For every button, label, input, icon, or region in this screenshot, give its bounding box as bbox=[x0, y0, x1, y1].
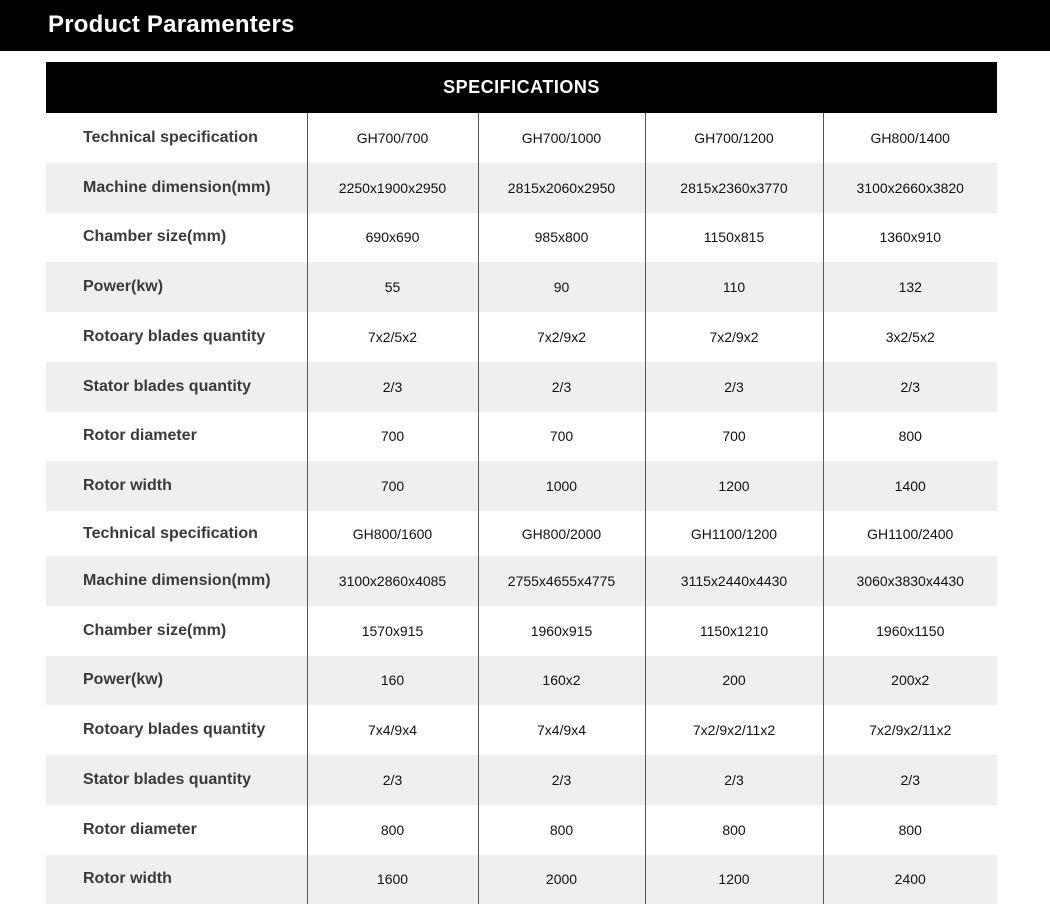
spec-value-cell: GH700/1000 bbox=[478, 113, 645, 163]
row-label: Rotor diameter bbox=[83, 820, 197, 838]
row-label: Rotoary blades quantity bbox=[83, 721, 266, 739]
spec-value-cell: 3100x2860x4085 bbox=[307, 556, 478, 606]
spec-value-cell: 1960x1150 bbox=[823, 606, 997, 656]
spec-value-cell: 985x800 bbox=[478, 213, 645, 263]
spec-value-cell: 132 bbox=[823, 262, 997, 312]
spec-value-cell: GH1100/2400 bbox=[823, 511, 997, 556]
table-row bbox=[46, 855, 997, 905]
spec-value-cell: 800 bbox=[478, 805, 645, 855]
spec-value-cell: 2815x2060x2950 bbox=[478, 163, 645, 213]
table-row bbox=[46, 461, 997, 511]
spec-value-cell: 110 bbox=[645, 262, 823, 312]
row-label: Machine dimension(mm) bbox=[46, 163, 307, 213]
spec-value-cell: GH700/1200 bbox=[645, 113, 823, 163]
spec-value-cell: 2/3 bbox=[823, 755, 997, 805]
row-label: Machine dimension(mm) bbox=[46, 556, 307, 606]
spec-value-cell: 7x4/9x4 bbox=[478, 705, 645, 755]
spec-value-cell: 800 bbox=[823, 412, 997, 462]
row-label: Rotor diameter bbox=[83, 427, 197, 445]
table-row bbox=[46, 606, 997, 656]
spec-value-cell: GH700/700 bbox=[307, 113, 478, 163]
table-row bbox=[46, 511, 997, 556]
spec-value-cell: 1150x1210 bbox=[645, 606, 823, 656]
spec-value-cell: 2/3 bbox=[823, 362, 997, 412]
spec-value-cell: 1960x915 bbox=[478, 606, 645, 656]
spec-value-cell: 55 bbox=[307, 262, 478, 312]
spec-value-cell: 1600 bbox=[307, 855, 478, 905]
row-label: Technical specification bbox=[83, 128, 258, 146]
row-label: Rotor width bbox=[46, 855, 307, 905]
spec-value-cell: 1570x915 bbox=[307, 606, 478, 656]
row-label: Rotoary blades quantity bbox=[83, 327, 266, 345]
row-label: Stator blades quantity bbox=[46, 362, 307, 412]
table-row bbox=[46, 412, 997, 462]
table-row bbox=[46, 213, 997, 263]
spec-value-cell: 90 bbox=[478, 262, 645, 312]
spec-value-cell: 700 bbox=[645, 412, 823, 462]
spec-value-cell: GH800/2000 bbox=[478, 511, 645, 556]
spec-value-cell: 2000 bbox=[478, 855, 645, 905]
table-row bbox=[46, 755, 997, 805]
table-row bbox=[46, 163, 997, 213]
table-row bbox=[46, 556, 997, 606]
table-row bbox=[46, 805, 997, 855]
spec-value-cell: 7x2/9x2/11x2 bbox=[823, 705, 997, 755]
table-row bbox=[46, 656, 997, 706]
spec-value-cell: GH800/1400 bbox=[823, 113, 997, 163]
spec-value-cell: 800 bbox=[307, 805, 478, 855]
spec-value-cell: 2400 bbox=[823, 855, 997, 905]
spec-value-cell: 2250x1900x2950 bbox=[307, 163, 478, 213]
row-label: Rotor width bbox=[46, 461, 307, 511]
spec-value-cell: 200 bbox=[645, 656, 823, 706]
row-label: Power(kw) bbox=[46, 656, 307, 706]
table-row bbox=[46, 262, 997, 312]
specifications-table bbox=[46, 113, 997, 904]
row-label: Technical specification bbox=[83, 524, 258, 542]
spec-value-cell: GH800/1600 bbox=[307, 511, 478, 556]
spec-value-cell: 160 bbox=[307, 656, 478, 706]
spec-value-cell: 2/3 bbox=[478, 755, 645, 805]
spec-value-cell: 2/3 bbox=[307, 755, 478, 805]
spec-value-cell: 1150x815 bbox=[645, 213, 823, 263]
spec-value-cell: 700 bbox=[478, 412, 645, 462]
spec-value-cell: 2/3 bbox=[645, 362, 823, 412]
spec-value-cell: 7x2/9x2/11x2 bbox=[645, 705, 823, 755]
spec-value-cell: 7x2/9x2 bbox=[645, 312, 823, 362]
spec-value-cell: 800 bbox=[823, 805, 997, 855]
spec-value-cell: 700 bbox=[307, 461, 478, 511]
spec-value-cell: 3x2/5x2 bbox=[823, 312, 997, 362]
spec-value-cell: 2815x2360x3770 bbox=[645, 163, 823, 213]
table-row bbox=[46, 113, 997, 163]
spec-value-cell: 3060x3830x4430 bbox=[823, 556, 997, 606]
row-label: Stator blades quantity bbox=[46, 755, 307, 805]
spec-value-cell: 1360x910 bbox=[823, 213, 997, 263]
spec-value-cell: 3115x2440x4430 bbox=[645, 556, 823, 606]
spec-value-cell: 2/3 bbox=[307, 362, 478, 412]
spec-value-cell: 7x2/9x2 bbox=[478, 312, 645, 362]
spec-value-cell: 160x2 bbox=[478, 656, 645, 706]
table-row bbox=[46, 362, 997, 412]
page-title: Product Paramenters bbox=[48, 11, 295, 38]
spec-value-cell: 1200 bbox=[645, 855, 823, 905]
row-label: Power(kw) bbox=[46, 262, 307, 312]
spec-value-cell: 1200 bbox=[645, 461, 823, 511]
spec-value-cell: 7x4/9x4 bbox=[307, 705, 478, 755]
spec-value-cell: 2755x4655x4775 bbox=[478, 556, 645, 606]
spec-value-cell: 1000 bbox=[478, 461, 645, 511]
spec-value-cell: 3100x2660x3820 bbox=[823, 163, 997, 213]
spec-value-cell: 7x2/5x2 bbox=[307, 312, 478, 362]
spec-value-cell: 690x690 bbox=[307, 213, 478, 263]
spec-value-cell: 700 bbox=[307, 412, 478, 462]
spec-value-cell: GH1100/1200 bbox=[645, 511, 823, 556]
spec-value-cell: 200x2 bbox=[823, 656, 997, 706]
row-label: Chamber size(mm) bbox=[83, 621, 227, 639]
specifications-banner: SPECIFICATIONS bbox=[46, 62, 997, 113]
spec-value-cell: 2/3 bbox=[478, 362, 645, 412]
table-row bbox=[46, 312, 997, 362]
spec-value-cell: 2/3 bbox=[645, 755, 823, 805]
spec-value-cell: 800 bbox=[645, 805, 823, 855]
page-header bbox=[0, 0, 1050, 51]
table-row bbox=[46, 705, 997, 755]
spec-value-cell: 1400 bbox=[823, 461, 997, 511]
row-label: Chamber size(mm) bbox=[83, 228, 227, 246]
